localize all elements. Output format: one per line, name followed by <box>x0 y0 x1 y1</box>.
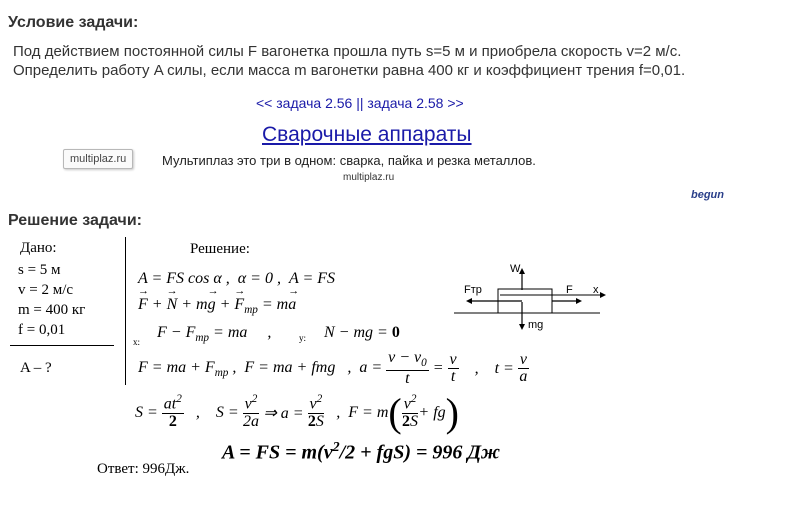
diagram-friction-arrowhead <box>466 298 472 304</box>
given-item: f = 0,01 <box>18 322 66 338</box>
given-item: s = 5 м <box>18 262 61 278</box>
solution-label: Решение: <box>190 241 250 257</box>
ad-description[interactable]: Мультиплаз это три в одном: сварка, пайка и резка металлов. <box>162 153 536 168</box>
given-label: Дано: <box>20 240 57 256</box>
answer-text: Ответ: 996Дж. <box>97 461 190 477</box>
diagram-label-ftr: Fтр <box>464 284 482 296</box>
problem-navigation <box>256 95 464 111</box>
formula-final: A = FS = $m(v^2/2 + fgS) = 996$ Дж <box>222 440 501 464</box>
condition-line-1: Под действием постоянной силы F вагонетка прошла путь s=5 м и приобрела скорость v=2 м/с. <box>13 43 682 60</box>
given-divider-horizontal <box>10 345 114 346</box>
given-item: m = 400 кг <box>18 302 86 318</box>
formula-work: A = FS cos α , α = 0 , A = FS <box>138 270 336 287</box>
force-diagram <box>450 258 610 338</box>
given-divider-vertical <box>125 237 126 385</box>
formula-newton: → F + → N + m→ g + → $F_{тр} = m\to a$ <box>138 296 296 316</box>
diagram-label-mg: mg <box>528 319 544 331</box>
formula-y-projection: N − mg = 0 <box>324 324 400 341</box>
condition-header: Условие задачи: <box>8 14 139 31</box>
axis-y-label: y: <box>299 333 307 343</box>
prev-problem-link[interactable]: << задача 2.56 <box>256 95 353 111</box>
nav-separator: || <box>356 95 364 111</box>
ad-url[interactable]: multiplaz.ru <box>343 172 395 183</box>
diagram-x-axis-arrow <box>600 292 606 298</box>
ad-site-badge[interactable]: multiplaz.ru <box>63 149 133 169</box>
given-list <box>18 260 85 340</box>
condition-line-2: Определить работу A силы, если масса m вагонетки равна 400 кг и коэффициент трения f=0,01. <box>13 62 686 79</box>
axis-x-label: x: <box>133 337 141 347</box>
formula-force-acceleration: F = ma + $F_{тр}$ , F = ma + fmg , a = $\frac{v - v_0}{t}$ = $\frac{v}{t}$ , t = $\frac{v}{a}$ <box>138 349 528 387</box>
ad-title-link[interactable]: Сварочные аппараты <box>262 123 472 146</box>
diagram-gravity-arrowhead <box>519 324 525 330</box>
diagram-label-w: W <box>510 263 521 275</box>
diagram-label-f: F <box>566 284 573 296</box>
formula-distance: S = $\frac{at^2}{2}$ , S = $\frac{v^2}{2a}$ ⇒ a = $\frac{v^2}{2S}$ , F = m( $\frac{v^2}{2S}$ + fg) <box>135 390 459 435</box>
diagram-applied-force-arrowhead <box>576 298 582 304</box>
solution-header: Решение задачи: <box>8 212 142 229</box>
formula-x-projection: $F - F_{тр}$ = ma , <box>157 324 272 345</box>
given-item: v = 2 м/с <box>18 282 74 298</box>
find-label: A – ? <box>20 360 52 376</box>
ad-network-label[interactable]: begun <box>691 189 724 201</box>
diagram-label-x: x <box>593 284 599 296</box>
next-problem-link[interactable]: задача 2.58 >> <box>367 95 464 111</box>
